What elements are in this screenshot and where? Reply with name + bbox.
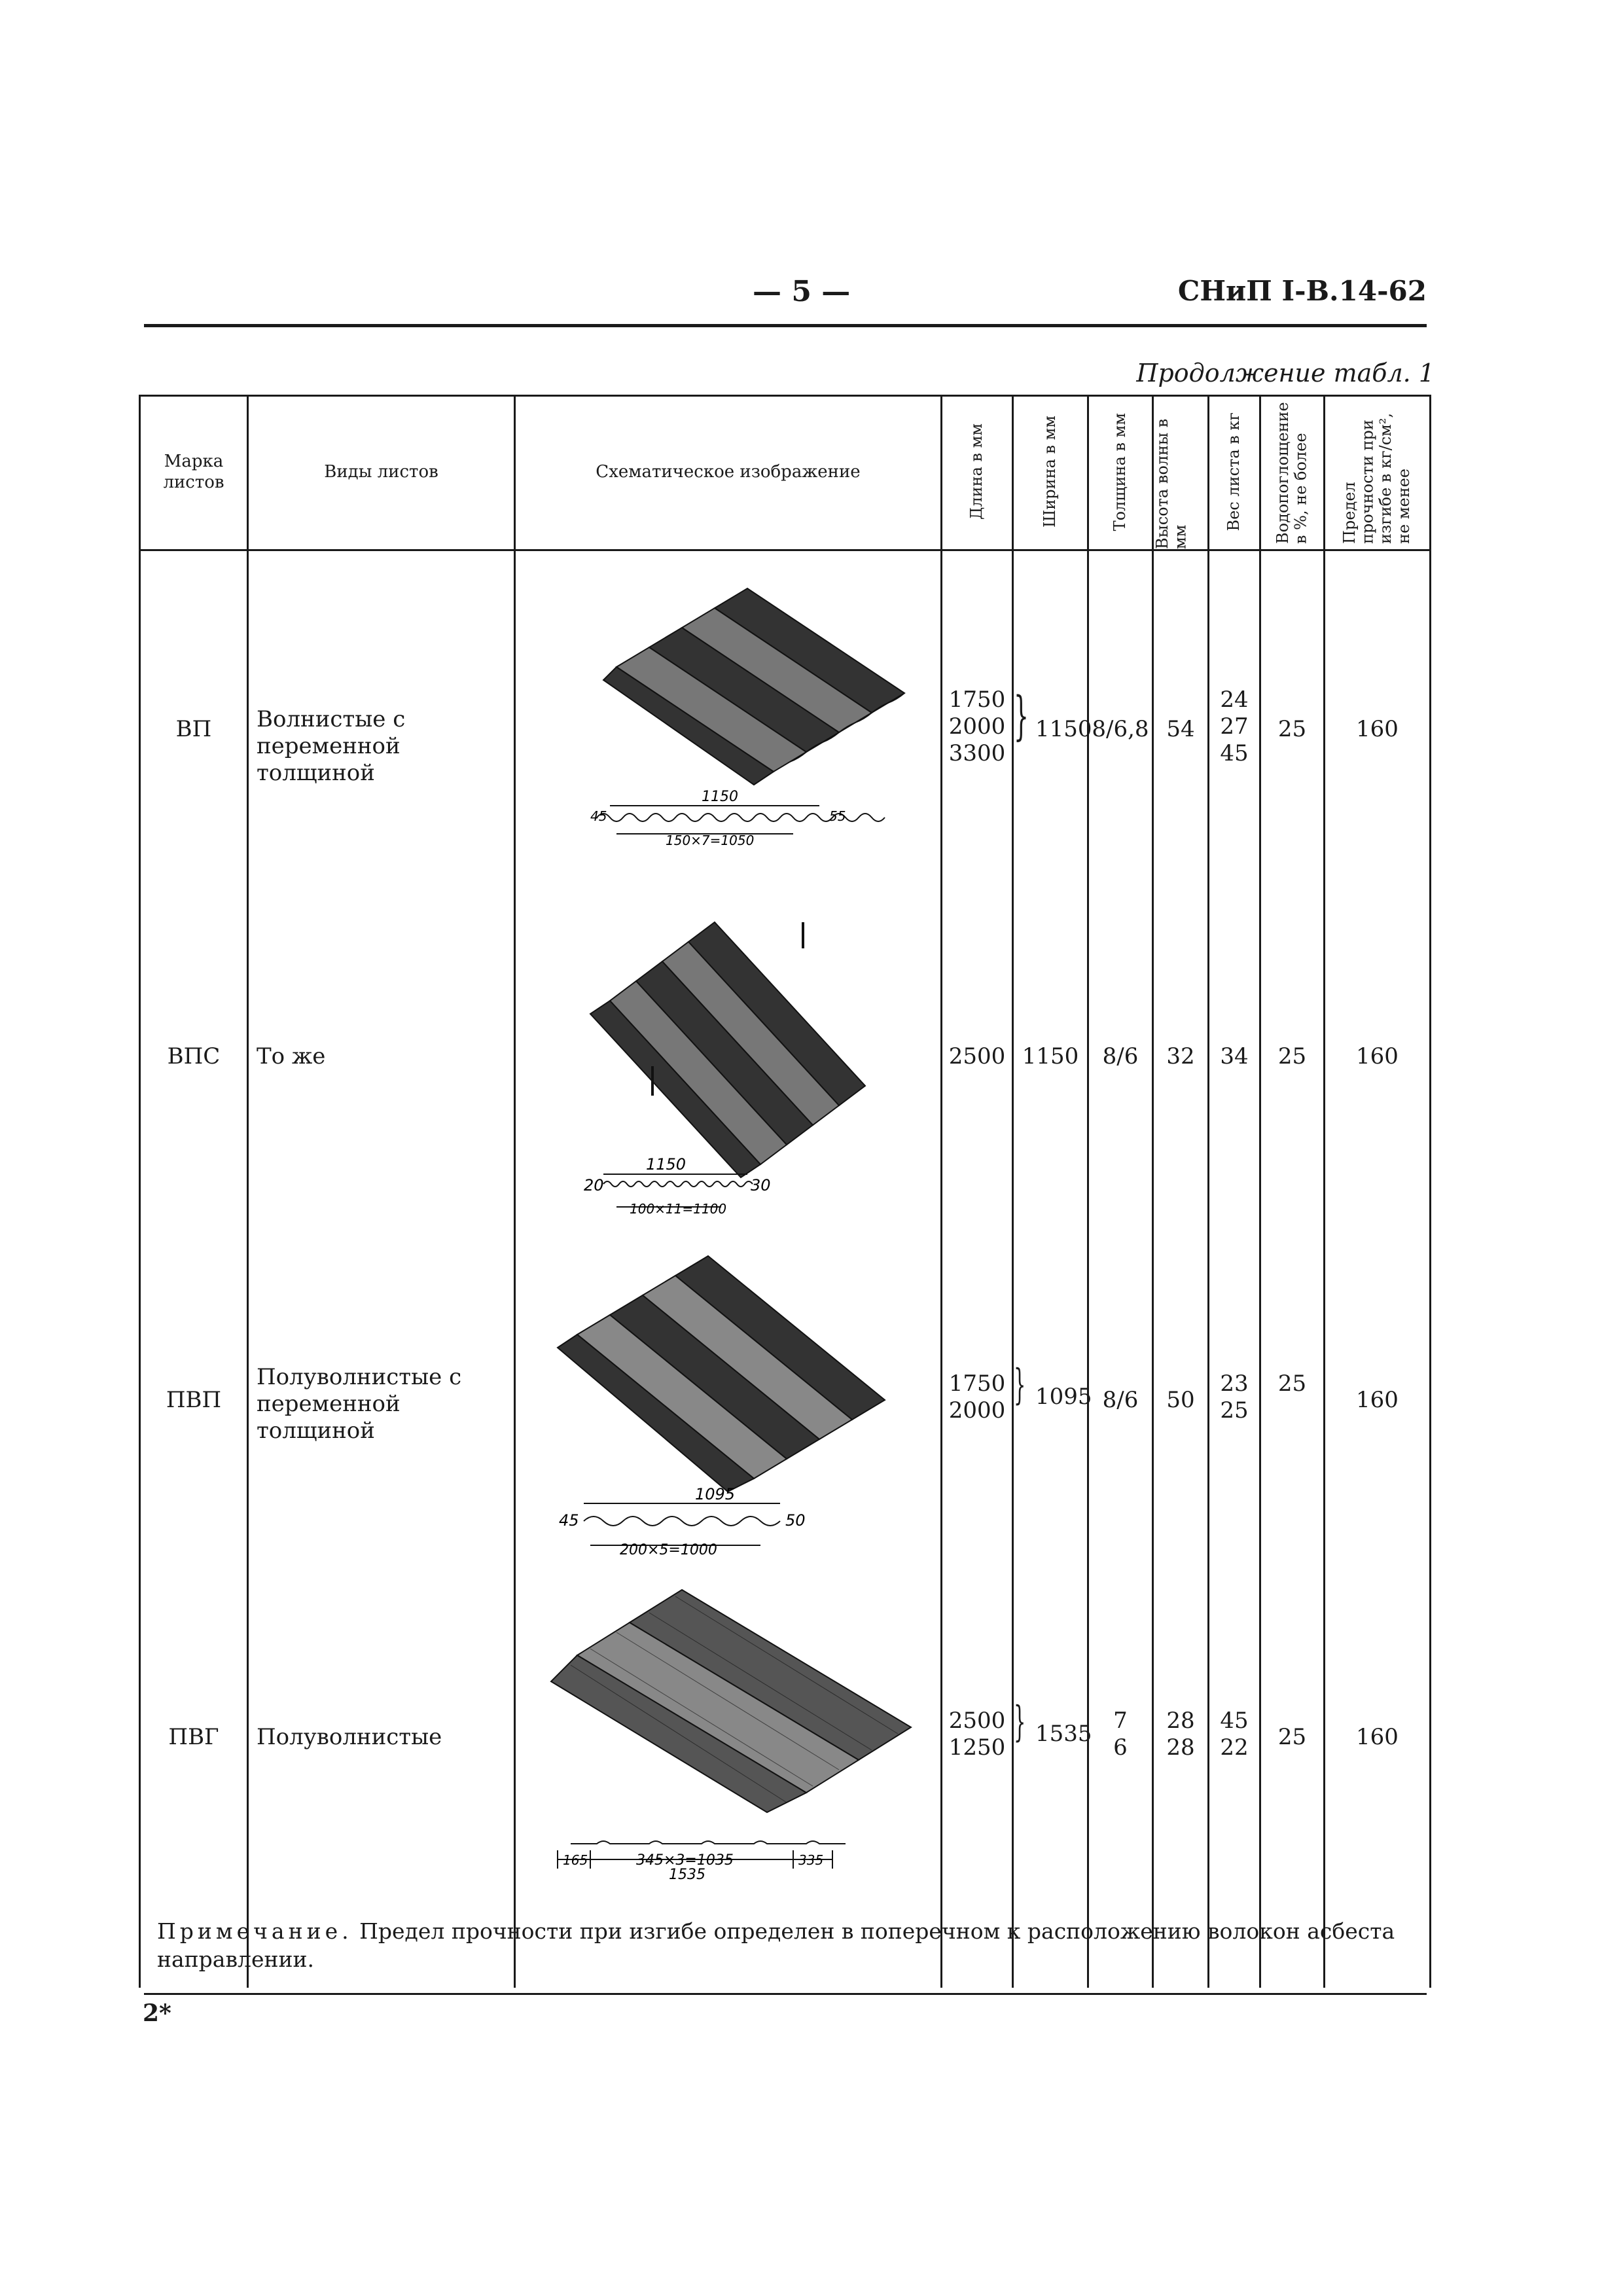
dimension-drawing (584, 1503, 780, 1545)
col-header-width: Ширина в мм (1041, 416, 1060, 528)
col-header-kind: Виды листов (324, 461, 438, 482)
row-absorption: 25 (1277, 1724, 1307, 1750)
row-wave-height: 50 (1166, 1387, 1195, 1413)
dim-total: 1535 (669, 1867, 705, 1883)
row-kind: То же (257, 1043, 326, 1069)
row-weight: 45 22 (1220, 1708, 1249, 1761)
corrugated-sheet-illustration (577, 909, 931, 1217)
dim-total: 1150 (646, 1155, 687, 1174)
table-row (139, 889, 1431, 1230)
row-strength: 160 (1356, 1387, 1399, 1413)
row-kind: Полуволнистые (257, 1724, 442, 1750)
col-header-thickness: Толщина в мм (1111, 412, 1130, 531)
signature-mark: 2* (143, 2000, 171, 2027)
col-header-weight: Вес листа в кг (1224, 412, 1243, 531)
col-header-mark: Марка листов (163, 451, 224, 492)
brace-icon: } (1014, 685, 1029, 746)
row-width: 1095 (1035, 1384, 1092, 1410)
col-header-scheme: Схематическое изображение (596, 461, 861, 482)
row-wave-height: 28 28 (1166, 1708, 1195, 1761)
row-thickness: 8/6 (1102, 1043, 1139, 1069)
row-width: 1150 (1035, 716, 1092, 742)
row-length: 2500 (948, 1043, 1006, 1069)
row-width: 1150 (1022, 1043, 1079, 1069)
dim-total: 1095 (695, 1485, 736, 1503)
row-wave-height: 32 (1166, 1043, 1195, 1069)
row-absorption: 25 (1277, 1043, 1307, 1069)
col-header-wave-height: Высота волны в мм (1153, 418, 1190, 549)
dim-pitch: 150×7=1050 (666, 833, 755, 848)
row-strength: 160 (1356, 1724, 1399, 1750)
row-width: 1535 (1035, 1721, 1092, 1747)
dim-total: 1150 (702, 789, 738, 805)
note-text: Предел прочности при изгибе определен в поперечном к расположению волокон асбеста направлении. (157, 1918, 1395, 1972)
table-row (139, 1230, 1431, 1570)
table-row (139, 549, 1431, 889)
row-length: 1750 2000 (948, 1371, 1006, 1424)
brace-icon: } (1014, 1698, 1026, 1746)
row-thickness: 8/6,8 (1092, 716, 1149, 742)
row-strength: 160 (1356, 1043, 1399, 1069)
dim-left: 45 (559, 1511, 579, 1530)
row-thickness: 7 6 (1113, 1708, 1128, 1761)
row-kind: Полуволнистые с переменной толщиной (257, 1364, 462, 1444)
row-length: 1750 2000 3300 (948, 687, 1006, 766)
dim-right: 55 (829, 808, 846, 824)
document-code: СНиП I-В.14-62 (1177, 275, 1427, 307)
table-note (157, 1918, 1420, 1974)
brace-icon: } (1014, 1361, 1026, 1409)
dim-right: 30 (751, 1176, 771, 1194)
row-length: 2500 1250 (948, 1708, 1006, 1761)
row-wave-height: 54 (1166, 716, 1195, 742)
sheet-types-table (139, 395, 1431, 1988)
row-absorption: 25 (1277, 1371, 1307, 1397)
dim-right: 335 (798, 1852, 824, 1868)
dim-left: 20 (584, 1176, 604, 1194)
row-weight: 23 25 (1220, 1371, 1249, 1424)
row-mark: ВП (175, 716, 212, 742)
dim-left: 45 (590, 808, 607, 824)
dim-pitch: 200×5=1000 (620, 1542, 717, 1558)
row-strength: 160 (1356, 716, 1399, 742)
note-label: Примечание. (157, 1918, 353, 1944)
row-weight: 34 (1220, 1043, 1249, 1069)
corrugated-sheet-illustration (544, 1243, 937, 1557)
table-row (139, 1570, 1431, 1897)
dim-left: 165 (563, 1852, 588, 1868)
corrugated-sheet-illustration (544, 1577, 937, 1884)
page-header (144, 275, 1427, 321)
dim-pitch: 100×11=1100 (630, 1201, 727, 1217)
row-kind: Волнистые с переменной толщиной (257, 706, 406, 786)
row-thickness: 8/6 (1102, 1387, 1139, 1413)
row-absorption: 25 (1277, 716, 1307, 742)
table-continuation-label: Продолжение табл. 1 (1136, 359, 1435, 387)
col-header-absorption: Водопоглощение в %, не более (1273, 402, 1310, 544)
col-header-strength: Предел прочности при изгибе в кг/см², не менее (1340, 412, 1414, 544)
row-mark: ПВП (166, 1387, 222, 1413)
page-number: — 5 — (753, 275, 851, 308)
row-mark: ПВГ (168, 1724, 219, 1750)
corrugated-sheet-illustration (590, 562, 937, 850)
dim-right: 50 (785, 1511, 806, 1530)
dim-pitch: 345×3=1035 (636, 1852, 734, 1869)
bottom-rule (144, 1993, 1427, 1995)
row-mark: ВПС (167, 1043, 221, 1069)
row-weight: 24 27 45 (1220, 687, 1249, 766)
header-rule (144, 324, 1427, 327)
col-header-length: Длина в мм (967, 423, 986, 520)
